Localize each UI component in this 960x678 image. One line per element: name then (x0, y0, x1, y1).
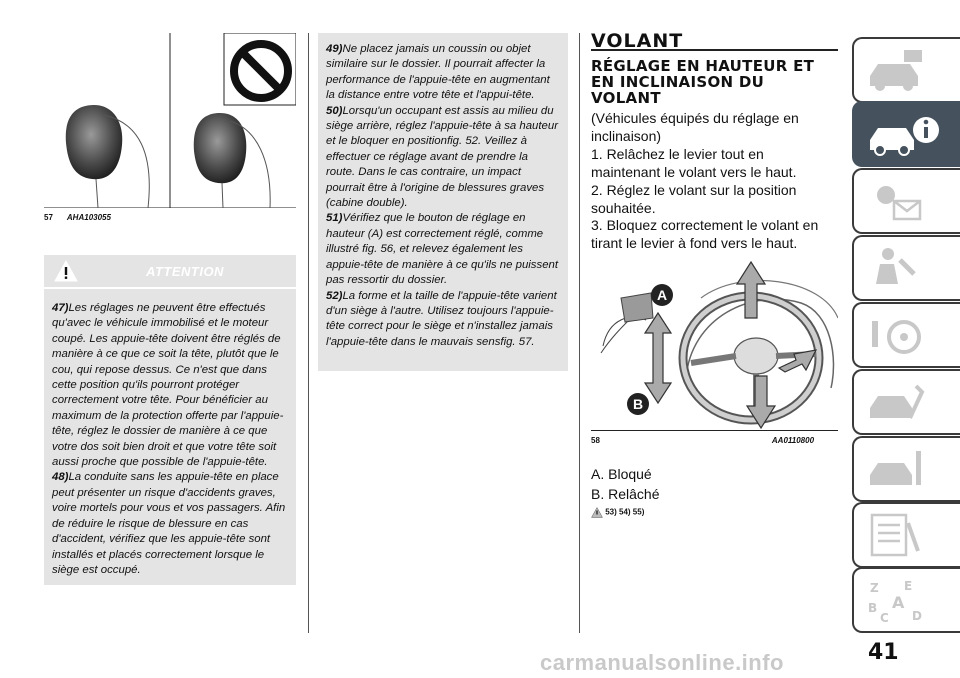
legend-a: A. Bloqué (591, 466, 652, 482)
steering-starting-icon (864, 311, 928, 359)
subsection-title: RÉGLAGE EN HAUTEUR ET EN INCLINAISON DU VOLANT (591, 57, 815, 107)
note-51 (326, 211, 560, 288)
note-50-text: Lorsqu'un occupant est assis au milieu du siège arrière, réglez l'appuie-tête à sa hauteur et le bloquer en positionfig. 52. Veillez à effectuer ce réglage avant de prendre la route. Dans le cas contraire, un impact pourrait être à l'origine de blessures graves (cabine double). (326, 104, 559, 210)
note-52 (326, 289, 560, 351)
note-51-number: 51) (326, 212, 343, 225)
figure-57 (44, 33, 296, 208)
note-references (591, 507, 644, 518)
column-divider-2 (579, 33, 580, 633)
figure-58 (591, 258, 838, 430)
section-title: VOLANT (591, 30, 684, 52)
note-49-number: 49) (326, 43, 343, 55)
step-1: 1. Relâchez le levier tout en maintenant le volant vers le haut. (591, 146, 797, 180)
figure-58-code: AA0110800 (771, 436, 815, 445)
attention-box (44, 255, 296, 585)
note-references-text: 53) 54) 55) (605, 507, 645, 517)
tab-specifications[interactable] (852, 502, 960, 568)
step-3: 3. Bloquez correctement le volant en tirant le levier à fond vers le haut. (591, 217, 819, 251)
tab-lights-warnings[interactable] (852, 168, 960, 234)
figure-58-bottom-rule (591, 430, 838, 431)
tab-knowing-vehicle[interactable] (852, 101, 960, 167)
maintenance-tools-icon (864, 445, 928, 493)
note-47 (52, 301, 288, 470)
svg-text:B: B (868, 601, 878, 615)
attention-continued-box (318, 33, 568, 371)
figure-57-number: 57 (44, 213, 53, 222)
step-2: 2. Réglez le volant sur la position souhaitée. (591, 182, 797, 216)
intro-text: (Véhicules équipés du réglage en inclinaison) (591, 110, 799, 144)
note-49 (326, 42, 560, 104)
attention-header (44, 255, 296, 289)
tab-index[interactable] (852, 567, 960, 633)
note-49-text: Ne placez jamais un coussin ou objet similaire sur le dossier. Il pourrait affecter la performance de l'appuie-tête en augmentant la distance entre votre tête et l'appui-tête. (326, 43, 550, 102)
note-48-number: 48) (52, 471, 69, 484)
tab-maintenance[interactable] (852, 436, 960, 502)
figure-58-caption (591, 436, 814, 445)
legend-b: B. Relâché (591, 486, 660, 502)
note-47-text: Les réglages ne peuvent être effectués qu'avec le véhicule immobilisé et le moteur coupé. Les appuie-tête doivent être réglés de manière à ce que ce soit la tête, plutôt que le cou, qui repose dessus. Ce n'est que dans cette position qu'ils pourront protéger correctement votre tête. Pour bénéficier au maximum de la protection offerte par l'appuie-tête, réglez le dossier de manière à ce que votre dos soit bien droit et que votre tête soit aussi proche que possible de l'appuie-tête. (52, 302, 284, 469)
car-dashboard-icon (864, 46, 928, 94)
figure-57-caption (44, 213, 111, 222)
figure-57-code: AHA103055 (66, 213, 111, 222)
specifications-list-icon (864, 511, 928, 559)
note-51-text: Vérifiez que le bouton de réglage en hauteur (A) est correctement réglé, comme illustré fig. 56, et relevez également les appuie-tête de manière à ce qu'ils ne puissent pas ressortir du dossier. (326, 212, 559, 287)
tab-safety[interactable] (852, 235, 960, 301)
figure-58-number: 58 (591, 436, 600, 445)
tab-starting-driving[interactable] (852, 302, 960, 368)
warning-small-icon (591, 507, 603, 518)
svg-text:C: C (880, 611, 889, 624)
lights-warning-icon (864, 177, 928, 225)
tab-dashboard[interactable] (852, 37, 960, 103)
svg-text:A: A (892, 593, 905, 612)
column-divider-1 (308, 33, 309, 633)
page-number: 41 (868, 640, 899, 665)
note-50 (326, 104, 560, 212)
note-48 (52, 470, 288, 578)
note-50-number: 50) (326, 104, 343, 117)
label-a: A (656, 287, 668, 303)
note-47-number: 47) (52, 302, 69, 314)
attention-title: ATTENTION (146, 264, 224, 279)
note-48-text: La conduite sans les appuie-tête en place peut présenter un risque d'accidents graves, voire mortels pour vous et vos passagers. Afin de réduire le risque de blessure en cas d'accident, vérifiez que les appuie-tête sont installés et placés correctement lorsque le siège est occupé. (52, 471, 286, 576)
svg-text:E: E (904, 579, 913, 593)
svg-text:D: D (912, 609, 922, 623)
watermark: carmanualsonline.info (540, 650, 784, 675)
airbag-person-icon (864, 244, 928, 292)
car-info-icon (864, 110, 944, 160)
note-52-number: 52) (326, 289, 343, 302)
note-52-text: La forme et la taille de l'appuie-tête varient d'un siège à l'autre. Utilisez toujours l'appuie-tête correct pour le siège et n'installez jamais l'appuie-tête dans le mauvais sensfig. 57. (326, 289, 557, 348)
svg-text:Z: Z (870, 581, 879, 595)
tab-emergency[interactable] (852, 369, 960, 435)
car-service-icon (864, 378, 928, 426)
alphabetical-index-icon (864, 576, 928, 624)
label-b: B (632, 396, 644, 412)
